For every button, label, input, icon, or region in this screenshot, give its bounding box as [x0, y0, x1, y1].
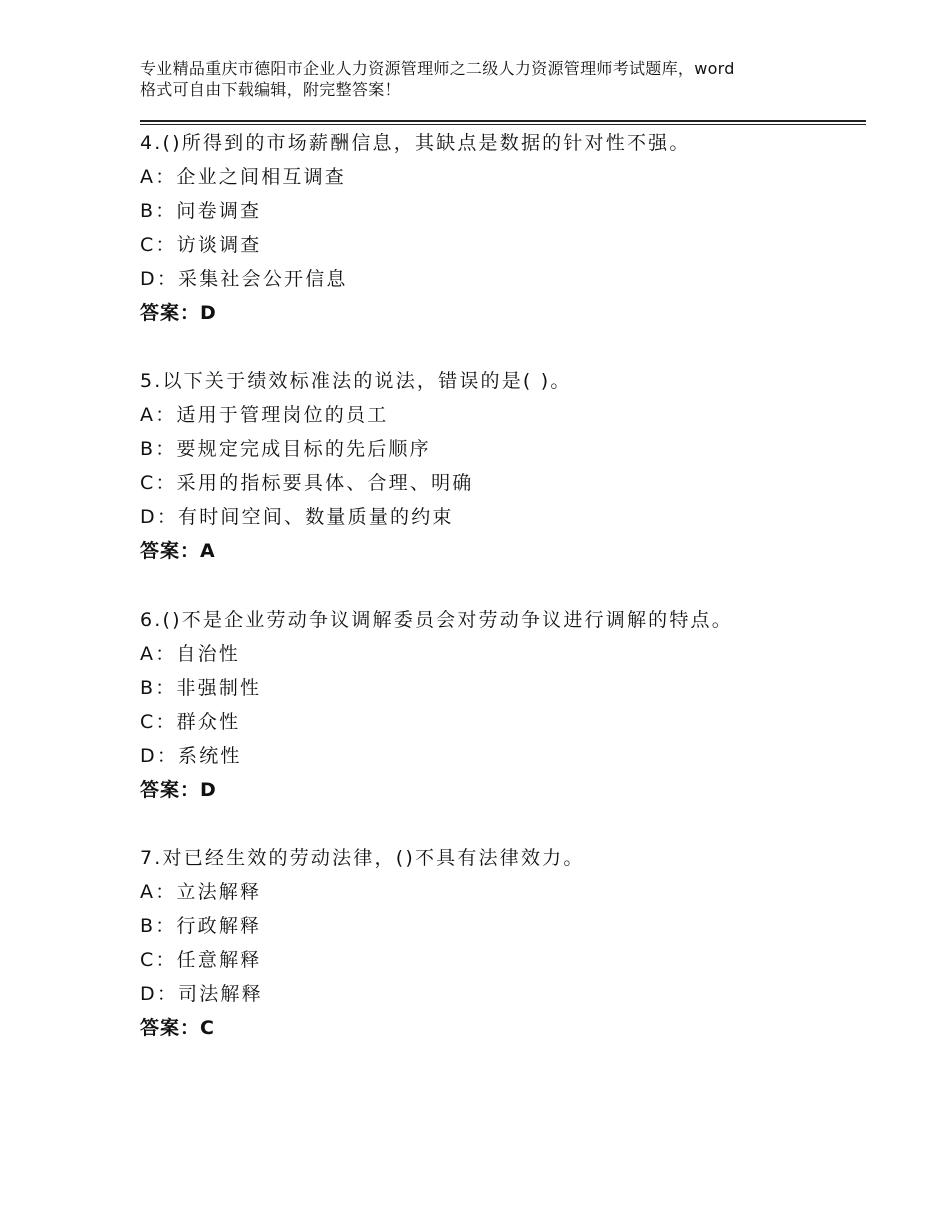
- header-divider-thick: [140, 120, 866, 122]
- option-b: B：非强制性: [140, 677, 262, 699]
- option-c: C：采用的指标要具体、合理、明确: [140, 472, 474, 494]
- answer-label: 答案：D: [140, 779, 217, 801]
- option-a: A：自治性: [140, 643, 240, 665]
- header-divider-thin: [140, 124, 866, 125]
- question-stem: 7.对已经生效的劳动法律，()不具有法律效力。: [140, 847, 585, 869]
- option-d: D：司法解释: [140, 983, 263, 1005]
- option-c: C：任意解释: [140, 949, 262, 971]
- option-b: B：行政解释: [140, 915, 262, 937]
- question-stem: 4.()所得到的市场薪酬信息，其缺点是数据的针对性不强。: [140, 132, 691, 154]
- question-stem: 5.以下关于绩效标准法的说法，错误的是( )。: [140, 370, 572, 392]
- option-d: D：有时间空间、数量质量的约束: [140, 506, 454, 528]
- option-d: D：采集社会公开信息: [140, 268, 348, 290]
- answer-label: 答案：D: [140, 302, 217, 324]
- option-b: B：要规定完成目标的先后顺序: [140, 438, 431, 460]
- option-c: C：访谈调查: [140, 234, 262, 256]
- option-c: C：群众性: [140, 711, 241, 733]
- option-a: A：企业之间相互调查: [140, 166, 346, 188]
- option-d: D：系统性: [140, 745, 242, 767]
- answer-label: 答案：A: [140, 540, 216, 562]
- answer-label: 答案：C: [140, 1017, 215, 1039]
- option-b: B：问卷调查: [140, 200, 262, 222]
- question-stem: 6.()不是企业劳动争议调解委员会对劳动争议进行调解的特点。: [140, 609, 733, 631]
- option-a: A：立法解释: [140, 881, 262, 903]
- header-title-line-1: 专业精品重庆市德阳市企业人力资源管理师之二级人力资源管理师考试题库，word: [140, 59, 735, 78]
- header-title-line-2: 格式可自由下载编辑，附完整答案！: [140, 80, 401, 99]
- document-header: [140, 58, 840, 100]
- option-a: A：适用于管理岗位的员工: [140, 404, 389, 426]
